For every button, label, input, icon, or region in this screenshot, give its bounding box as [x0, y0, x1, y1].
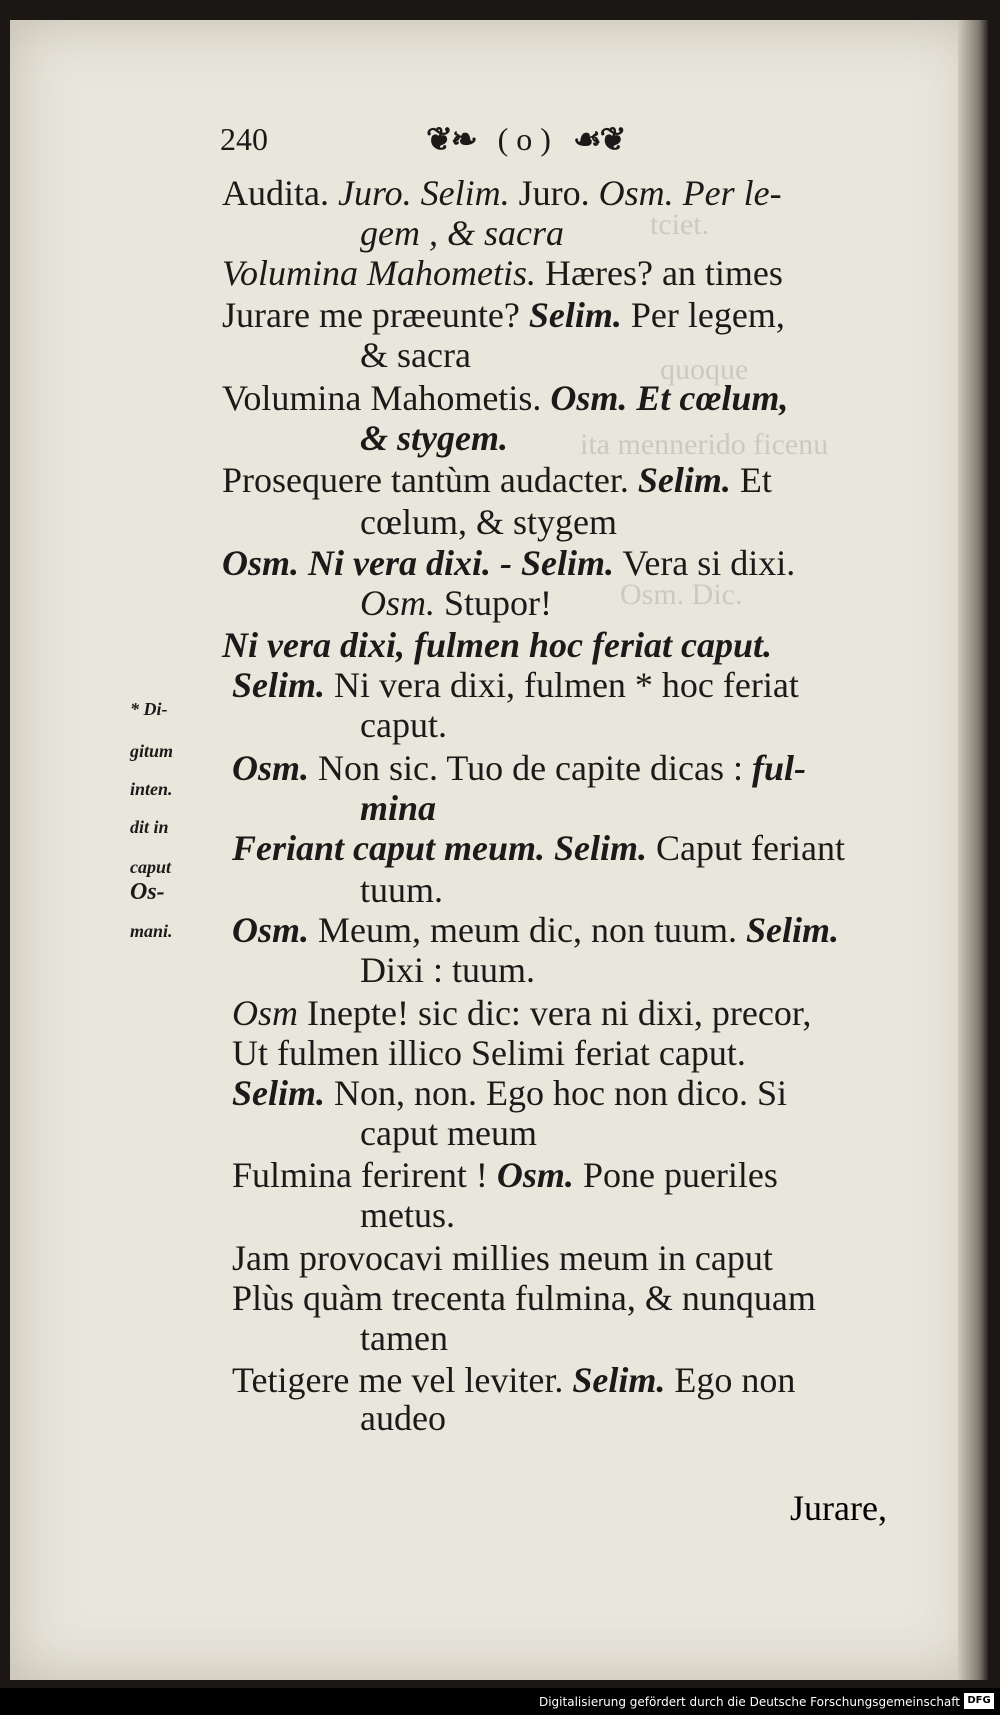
text-run: tamen [360, 1318, 448, 1358]
text-run: Ni vera dixi, fulmen * hoc feriat [325, 665, 799, 705]
text-run: Osm. [232, 910, 310, 950]
text-line [222, 297, 785, 333]
text-line [232, 830, 845, 866]
text-run: Selim. [745, 910, 839, 950]
text-line [232, 1240, 773, 1276]
text-run: Audita. [222, 173, 338, 213]
text-run: Selim. [232, 665, 326, 705]
text-line [222, 627, 772, 663]
text-line [360, 337, 471, 373]
page-number: 240 [220, 121, 268, 157]
text-run: Selim. [572, 1360, 666, 1400]
text-run: Non, non. Ego hoc non dico. Si [325, 1073, 787, 1113]
text-run: metus. [360, 1195, 455, 1235]
text-line [360, 872, 443, 908]
show-through-text: tciet. [650, 208, 710, 241]
text-run: Jam provocavi millies meum in caput [232, 1238, 773, 1278]
text-line [222, 380, 788, 416]
text-run: & stygem. [360, 418, 508, 458]
text-run: gem , & sacra [360, 213, 564, 253]
text-line [360, 1115, 537, 1151]
text-run: Selim. [232, 1073, 326, 1113]
text-line [232, 750, 806, 786]
text-run: caput meum [360, 1113, 537, 1153]
marginal-note-line: inten. [130, 779, 173, 799]
text-run: Hæres? an times [535, 253, 783, 293]
text-line [222, 462, 772, 498]
text-run: Volumina Mahometis. [222, 253, 536, 293]
text-run: Osm [232, 993, 299, 1033]
marginal-note-line: * Di- [130, 699, 168, 719]
text-run: Vera si dixi. [613, 543, 796, 583]
text-run: Tetigere me vel leviter. [232, 1360, 573, 1400]
text-line [360, 1197, 455, 1233]
catchword: Jurare, [790, 1488, 887, 1528]
text-run: Dixi : tuum. [360, 950, 536, 990]
text-run: Per legem, [621, 295, 785, 335]
text-run: Osm. Et cœlum, [550, 378, 789, 418]
text-run: Osm. Ni vera dixi. - Selim. [222, 543, 614, 583]
text-run: Plùs quàm trecenta fulmina, & nunquam [232, 1278, 816, 1318]
marginal-note-line: dit in [130, 817, 169, 837]
text-line [360, 420, 508, 456]
text-run: Meum, meum dic, non tuum. [309, 910, 746, 950]
text-line [360, 707, 447, 743]
text-line [360, 1400, 446, 1436]
text-line [232, 667, 799, 703]
text-run: Osm. [360, 583, 436, 623]
text-line [232, 1362, 795, 1398]
text-run: Juro. [509, 173, 599, 213]
text-run: Ut fulmen illico Selimi feriat caput. [232, 1033, 746, 1073]
marginal-note-line: mani. [130, 921, 173, 941]
header-center: ( o ) [497, 121, 551, 157]
marginal-note-line: Os- [130, 879, 165, 905]
footer-bar [0, 1688, 1000, 1715]
text-line [232, 1280, 816, 1316]
text-run: Caput feriant [647, 828, 845, 868]
text-run: Fulmina ferirent ! [232, 1155, 497, 1195]
text-line [222, 255, 783, 291]
text-line [222, 545, 795, 581]
text-line [232, 912, 839, 948]
text-line [360, 215, 564, 251]
text-line [360, 504, 617, 540]
text-line [232, 1157, 778, 1193]
marginal-note-line: caput [130, 857, 172, 877]
text-run: Ni vera dixi, fulmen hoc feriat caput. [222, 625, 772, 665]
text-run: Feriant caput meum. Selim. [232, 828, 648, 868]
text-run: cœlum, & stygem [360, 502, 617, 542]
text-line [360, 952, 535, 988]
text-run: Stupor! [435, 583, 553, 623]
text-run: Osm. [232, 748, 310, 788]
text-run: Volumina Mahometis. [222, 378, 551, 418]
text-run: & sacra [360, 335, 471, 375]
show-through-text: quoque [660, 353, 749, 386]
ornament-right-icon: ☙❦ [572, 121, 625, 157]
text-run: Juro. Selim. [337, 173, 510, 213]
footer-text: Digitalisierung gefördert durch die Deutsche Forschungsgemeinschaft [538, 1695, 960, 1709]
text-run: Non sic. Tuo de capite dicas : [309, 748, 752, 788]
text-line [360, 585, 552, 621]
text-run: Selim. [528, 295, 622, 335]
text-run: Pone pueriles [573, 1155, 778, 1195]
page-header [220, 120, 624, 158]
ornament-left-icon: ❦❧ [426, 121, 476, 157]
text-run: Osm. [496, 1155, 574, 1195]
text-run: Ego non [665, 1360, 796, 1400]
text-run: Et [730, 460, 772, 500]
text-run: mina [360, 788, 437, 828]
text-run: Osm. Per le- [598, 173, 782, 213]
text-run: Jurare me præeunte? [222, 295, 529, 335]
marginal-note-line: gitum [130, 741, 174, 761]
text-run: caput. [360, 705, 447, 745]
text-line [222, 175, 782, 211]
text-line [360, 790, 436, 826]
text-run: Prosequere tantùm audacter. [222, 460, 638, 500]
text-run: Selim. [637, 460, 731, 500]
text-run: audeo [360, 1398, 446, 1438]
show-through-text: Osm. Dic. [620, 578, 743, 611]
show-through-text: ita mennerido ficenu [580, 428, 829, 461]
text-line [232, 1075, 787, 1111]
dfg-logo-icon: DFG [964, 1693, 994, 1709]
book-spine [958, 20, 988, 1680]
text-line [232, 1035, 746, 1071]
text-run: ful- [751, 748, 806, 788]
text-line [360, 1320, 448, 1356]
text-run: tuum. [360, 870, 444, 910]
text-run: Inepte! sic dic: vera ni dixi, precor, [298, 993, 812, 1033]
text-line [232, 995, 811, 1031]
